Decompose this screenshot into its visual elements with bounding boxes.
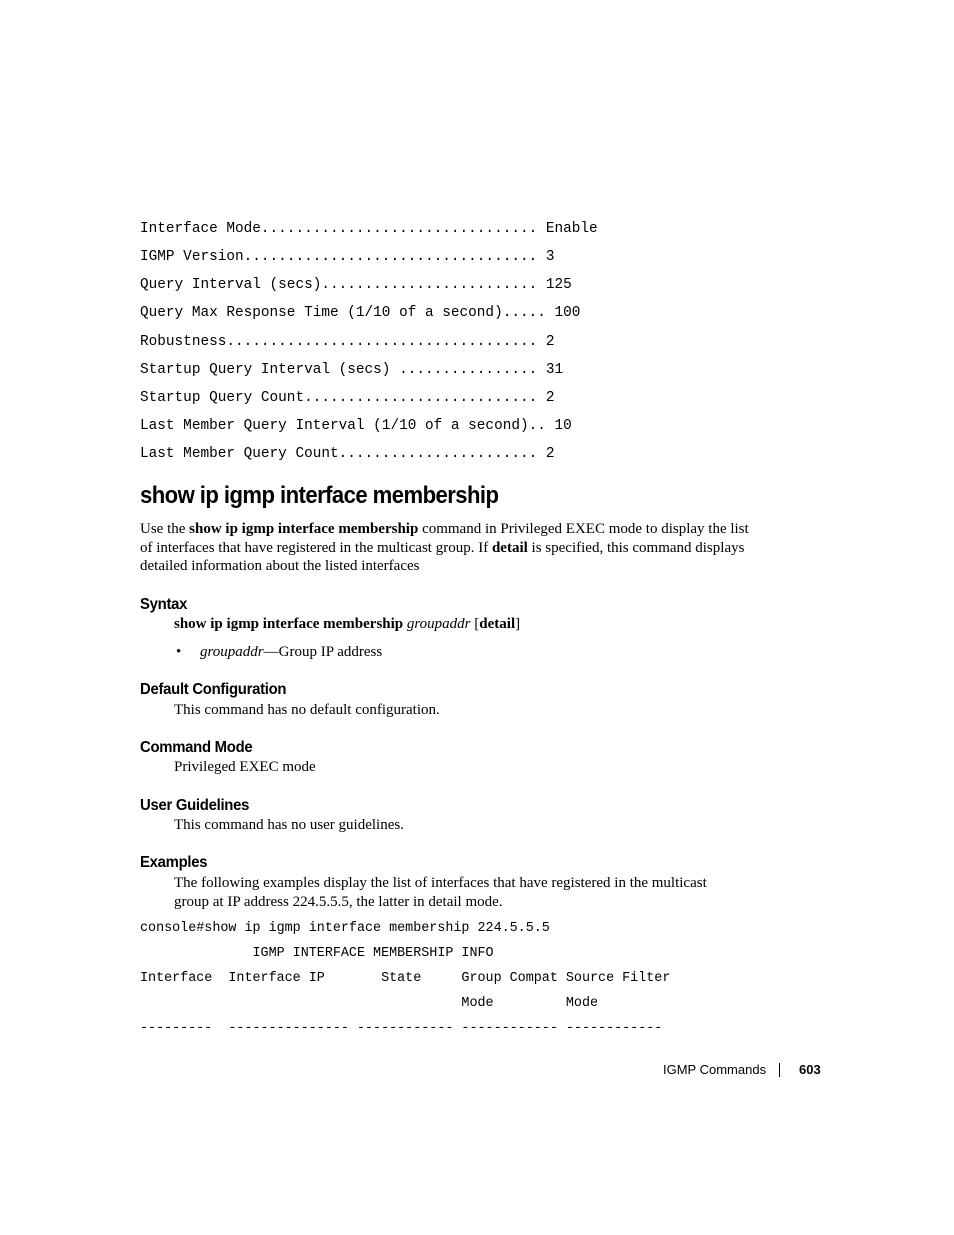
status-line-last-member-query-count: Last Member Query Count....................... 2: [140, 446, 555, 462]
footer-divider: [779, 1063, 780, 1077]
syntax-command: show ip igmp interface membership: [174, 616, 404, 632]
example-code-block: [140, 920, 720, 1040]
example-code-line: console#show ip igmp interface membership 224.5.5.5: [140, 921, 550, 936]
examples-text: The following examples display the list of interfaces that have registered in the multicast group at IP address 224.5.5.5, the latter in detail mode.: [174, 875, 707, 910]
syntax-bracket-close: ]: [515, 616, 521, 632]
example-code-line: Mode Mode: [140, 996, 599, 1011]
intro-paragraph: [140, 520, 750, 576]
examples-heading: Examples: [140, 854, 208, 871]
footer-page-number: 603: [799, 1062, 821, 1077]
section-title: show ip igmp interface membership: [140, 482, 499, 509]
status-output-block: [140, 220, 700, 470]
footer-chapter-label: IGMP Commands: [663, 1062, 767, 1077]
status-line-robustness: Robustness.................................... 2: [140, 334, 555, 350]
default-configuration-heading: Default Configuration: [140, 681, 287, 698]
status-line-query-max-response: Query Max Response Time (1/10 of a second)..... 100: [140, 305, 581, 321]
status-line-last-member-query-interval: Last Member Query Interval (1/10 of a second).. 10: [140, 418, 572, 434]
user-guidelines-text: This command has no user guidelines.: [174, 817, 404, 833]
user-guidelines-heading: User Guidelines: [140, 797, 250, 814]
bullet-description: —Group IP address: [263, 644, 383, 660]
bullet-term: groupaddr: [200, 644, 264, 660]
intro-command: show ip igmp interface membership: [189, 521, 419, 537]
status-line-igmp-version: IGMP Version.................................. 3: [140, 249, 555, 265]
status-line-interface-mode: Interface Mode................................ Enable: [140, 221, 598, 237]
status-line-startup-query-count: Startup Query Count........................... 2: [140, 390, 555, 406]
bullet-icon: •: [176, 644, 182, 660]
example-code-line: --------- --------------- ------------ ------------ ------------: [140, 1021, 663, 1036]
syntax-bullet-item: [200, 643, 382, 662]
example-code-line: Interface Interface IP State Group Compat Source Filter: [140, 971, 671, 986]
intro-text-3: is specified, this command displays detailed information about the listed interfaces: [140, 539, 745, 575]
intro-text-1: Use the: [140, 521, 190, 537]
example-code-line: IGMP INTERFACE MEMBERSHIP INFO: [140, 946, 494, 961]
command-mode-text: Privileged EXEC mode: [174, 759, 316, 775]
command-mode-heading: Command Mode: [140, 739, 253, 756]
intro-text-2: command in Privileged EXEC mode to display the list of interfaces that have registered in the multicast group. If: [140, 521, 749, 556]
syntax-line: [174, 615, 520, 634]
intro-keyword-detail: detail: [491, 539, 528, 556]
syntax-bracket-open: [: [474, 616, 480, 632]
status-line-startup-query-interval: Startup Query Interval (secs) ................ 31: [140, 362, 564, 378]
syntax-heading: Syntax: [140, 596, 188, 613]
syntax-argument: groupaddr: [406, 616, 471, 632]
default-configuration-text: This command has no default configuration.: [174, 702, 440, 718]
syntax-option-detail: detail: [479, 616, 516, 632]
status-line-query-interval: Query Interval (secs)......................... 125: [140, 277, 572, 293]
